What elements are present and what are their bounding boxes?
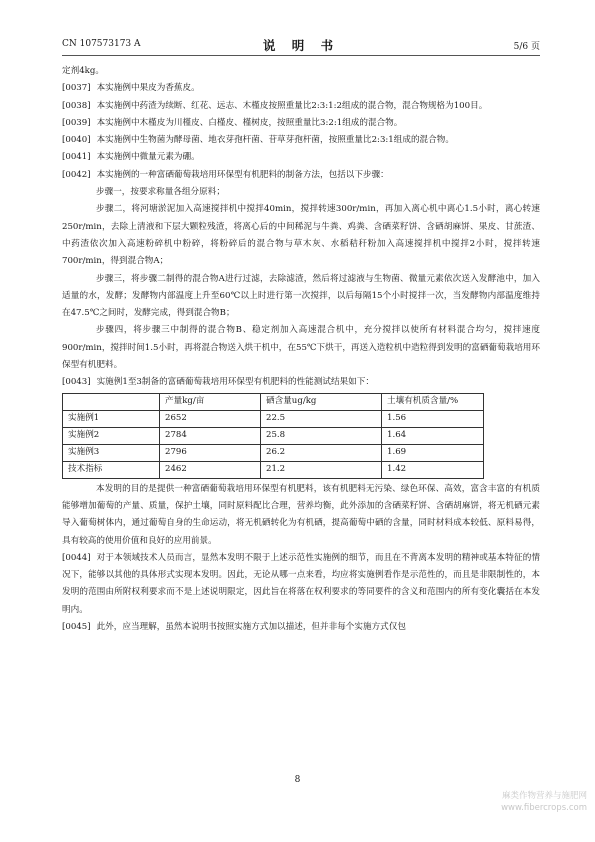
table-row [63, 444, 484, 461]
table-cell: 技术指标 [63, 461, 160, 478]
paragraph-text: 此外，应当理解，虽然本说明书按照实施方式加以描述，但并非每个实施方式仅包 [96, 622, 406, 633]
paragraph-0040 [62, 132, 540, 149]
table-cell: 实施例1 [63, 410, 160, 427]
paragraph-text: 本实施例的一种富硒葡萄栽培用环保型有机肥料的制备方法，包括以下步骤： [96, 169, 389, 180]
table-cell: 26.2 [261, 444, 382, 461]
table-row [63, 427, 484, 444]
table-cell: 实施例2 [63, 427, 160, 444]
paragraph-0039 [62, 115, 540, 132]
document-title: 说 明 书 [262, 38, 340, 53]
paragraph-text: 本实施例中果皮为香蕉皮。 [96, 83, 200, 94]
page-header [62, 36, 540, 52]
table-cell: 21.2 [261, 461, 382, 478]
paragraph-tag: [0038] [62, 100, 91, 111]
table-cell: 22.5 [261, 410, 382, 427]
table-cell: 2462 [160, 461, 261, 478]
document-body [62, 63, 540, 636]
paragraph-tag: [0042] [62, 169, 91, 180]
paragraph-tag: [0043] [62, 377, 91, 388]
paragraph-tag: [0037] [62, 83, 91, 94]
step-two: 步骤二，将河塘淤泥加入高速搅拌机中搅拌40min，搅拌转速300r/min，再加入离心机中离心1.5小时，离心转速250r/min，去除上清液和下层大颗粒残渣，将离心后的中间稀泥与牛粪、鸡粪、含硒菜籽饼、含硒胡麻饼、果皮、甘蔗渣、中药渣依次加入高速粉碎机中粉碎，将粉碎后的混合物与草木灰、水稻秸秆粉加入高速搅拌机中搅拌2小时，搅拌转速700r/min，得到混合物A； [62, 204, 540, 267]
paragraph-tag: [0040] [62, 135, 91, 146]
page-number: 8 [294, 775, 301, 785]
watermark [501, 790, 587, 814]
watermark-url: www.fibercrops.com [501, 803, 587, 813]
paragraph-0038 [62, 98, 540, 115]
paragraph-text: 本实施例中药渣为续断、红花、远志、木槿皮按照重量比2:3:1:2组成的混合物，混合物规格为100目。 [96, 100, 488, 111]
paragraph-0037 [62, 80, 540, 97]
table-row [63, 410, 484, 427]
paragraph-text: 对于本领域技术人员而言，显然本发明不限于上述示范性实施例的细节，而且在不背离本发明的精神或基本特征的情况下，能够以其他的具体形式实现本发明。因此，无论从哪一点来看，均应将实施例看作是示范性的，而且是非限制性的，本发明的范围由所附权利要求而不是上述说明限定，因此旨在将落在权利要求的等同要件的含义和范围内的所有变化囊括在本发明内。 [62, 552, 540, 615]
table-header-row [63, 393, 484, 410]
table-cell: 1.64 [382, 427, 484, 444]
paragraph-tag: [0044] [62, 552, 91, 563]
paragraph-text: 实施例1至3制备的富硒葡萄栽培用环保型有机肥料的性能测试结果如下： [96, 377, 374, 388]
table-row [63, 461, 484, 478]
performance-table [62, 393, 484, 479]
table-header-cell [63, 393, 160, 410]
paragraph-0041 [62, 149, 540, 166]
paragraph-0042 [62, 167, 540, 184]
table-header-cell: 产量kg/亩 [160, 393, 261, 410]
summary-paragraph: 本发明的目的是提供一种富硒葡萄栽培用环保型有机肥料，该有机肥料无污染、绿色环保、高效，富含丰富的有机质能够增加葡萄的产量、质量，保护土壤，同时原料配比合理，营养均衡，此外添加的含硒菜籽饼、含硒胡麻饼，将无机硒元素导入葡萄树体内，通过葡萄自身的生命运动，将无机硒转化为有机硒，提高葡萄中硒的含量，同时材料成本较低、原料易得，具有较高的使用价值和良好的应用前景。 [62, 483, 540, 546]
watermark-title: 麻类作物营养与施肥网 [501, 791, 587, 801]
patent-number: CN 107573173 A [62, 39, 141, 49]
header-divider [62, 55, 540, 56]
paragraph-text: 本实施例中木槿皮为川槿皮、白槿皮、槿树皮，按照重量比3:2:1组成的混合物。 [96, 117, 403, 128]
paragraph-tag: [0045] [62, 622, 91, 633]
paragraph-fragment: 定剂4kg。 [62, 66, 104, 76]
table-cell: 1.42 [382, 461, 484, 478]
table-cell: 25.8 [261, 427, 382, 444]
table-cell: 2652 [160, 410, 261, 427]
table-cell: 1.69 [382, 444, 484, 461]
paragraph-tag: [0041] [62, 152, 91, 163]
table-cell: 实施例3 [63, 444, 160, 461]
paragraph-0043 [62, 374, 540, 391]
table-cell: 2784 [160, 427, 261, 444]
paragraph-tag: [0039] [62, 117, 91, 128]
table-header-cell: 土壤有机质含量/% [382, 393, 484, 410]
page-indicator: 5/6 页 [513, 42, 540, 52]
paragraph-text: 本实施例中生物菌为酵母菌、地衣芽孢杆菌、苷草芽孢杆菌，按照重量比2:3:1组成的混合物。 [96, 135, 454, 146]
table-cell: 1.56 [382, 410, 484, 427]
step-one: 步骤一，按要求称量各组分原料； [96, 187, 225, 198]
step-four: 步骤四，将步骤三中制得的混合物B、稳定剂加入高速混合机中，充分搅拌以使所有材料混合均匀，搅拌速度900r/min，搅拌时间1.5小时，再将混合物送入烘干机中，在55℃下烘干，再送入造粒机中造粒得到发明的富硒葡萄栽培用环保型有机肥料。 [62, 325, 540, 371]
paragraph-text: 本实施例中微量元素为硼。 [96, 152, 200, 163]
table-header-cell: 硒含量ug/kg [261, 393, 382, 410]
paragraph-0045 [62, 619, 540, 636]
step-three: 步骤三，将步骤二制得的混合物A进行过滤，去除滤渣，然后将过滤液与生物菌、微量元素依次送入发酵池中，加入适量的水，发酵；发酵物内部温度上升至60℃以上时进行第一次搅拌，以后每隔15个小时搅拌一次，当发酵物内部温度维持在47.5℃之间时，发酵完成，得到混合物B； [62, 273, 540, 319]
table-cell: 2796 [160, 444, 261, 461]
paragraph-0044 [62, 550, 540, 619]
